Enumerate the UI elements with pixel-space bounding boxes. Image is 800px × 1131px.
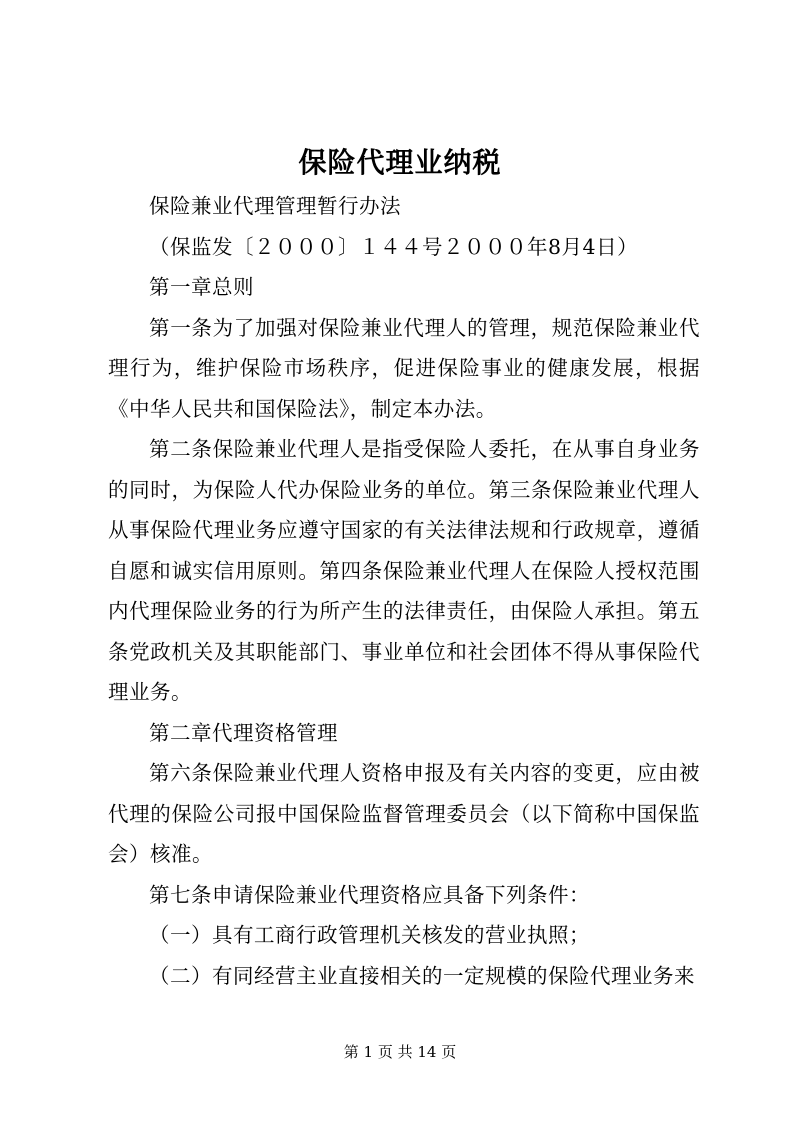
page-number-footer: 第 1 页 共 14 页 xyxy=(343,1043,457,1061)
paragraph-article-7: 第七条申请保险兼业代理资格应具备下列条件： xyxy=(149,882,590,907)
paragraph-issuance-note: （保监发〔２０００〕１４４号２０００年8月4日） xyxy=(149,234,639,259)
paragraph-article-6: 第六条保险兼业代理人资格申报及有关内容的变更，应由被代理的保险公司报中国保险监督管理委员会（以下简称中国保监会）核准。 xyxy=(108,761,700,866)
paragraph-article-1: 第一条为了加强对保险兼业代理人的管理，规范保险兼业代理行为，维护保险市场秩序，促进保险事业的健康发展，根据《中华人民共和国保险法》，制定本办法。 xyxy=(108,315,700,421)
document-body xyxy=(108,186,700,996)
paragraph-chapter-2-heading: 第二章代理资格管理 xyxy=(149,720,338,745)
paragraph-condition-1: （一）具有工商行政管理机关核发的营业执照； xyxy=(149,923,590,947)
paragraph-articles-2-5: 第二条保险兼业代理人是指受保险人委托，在从事自身业务的同时，为保险人代办保险业务的单位。第三条保险兼业代理人从事保险代理业务应遵守国家的有关法律法规和行政规章，遵循自愿和诚实信用原则。第四条保险兼业代理人在保险人授权范围内代理保险业务的行为所产生的法律责任，由保险人承担。第五条党政机关及其职能部门、事业单位和社会团体不得从事保险代理业务。 xyxy=(108,437,700,704)
paragraph-chapter-1-heading: 第一章总则 xyxy=(149,275,254,299)
document-title: 保险代理业纳税 xyxy=(298,146,502,179)
paragraph-subtitle: 保险兼业代理管理暂行办法 xyxy=(149,194,401,218)
paragraph-condition-2: （二）有同经营主业直接相关的一定规模的保险代理业务来 xyxy=(149,963,695,988)
